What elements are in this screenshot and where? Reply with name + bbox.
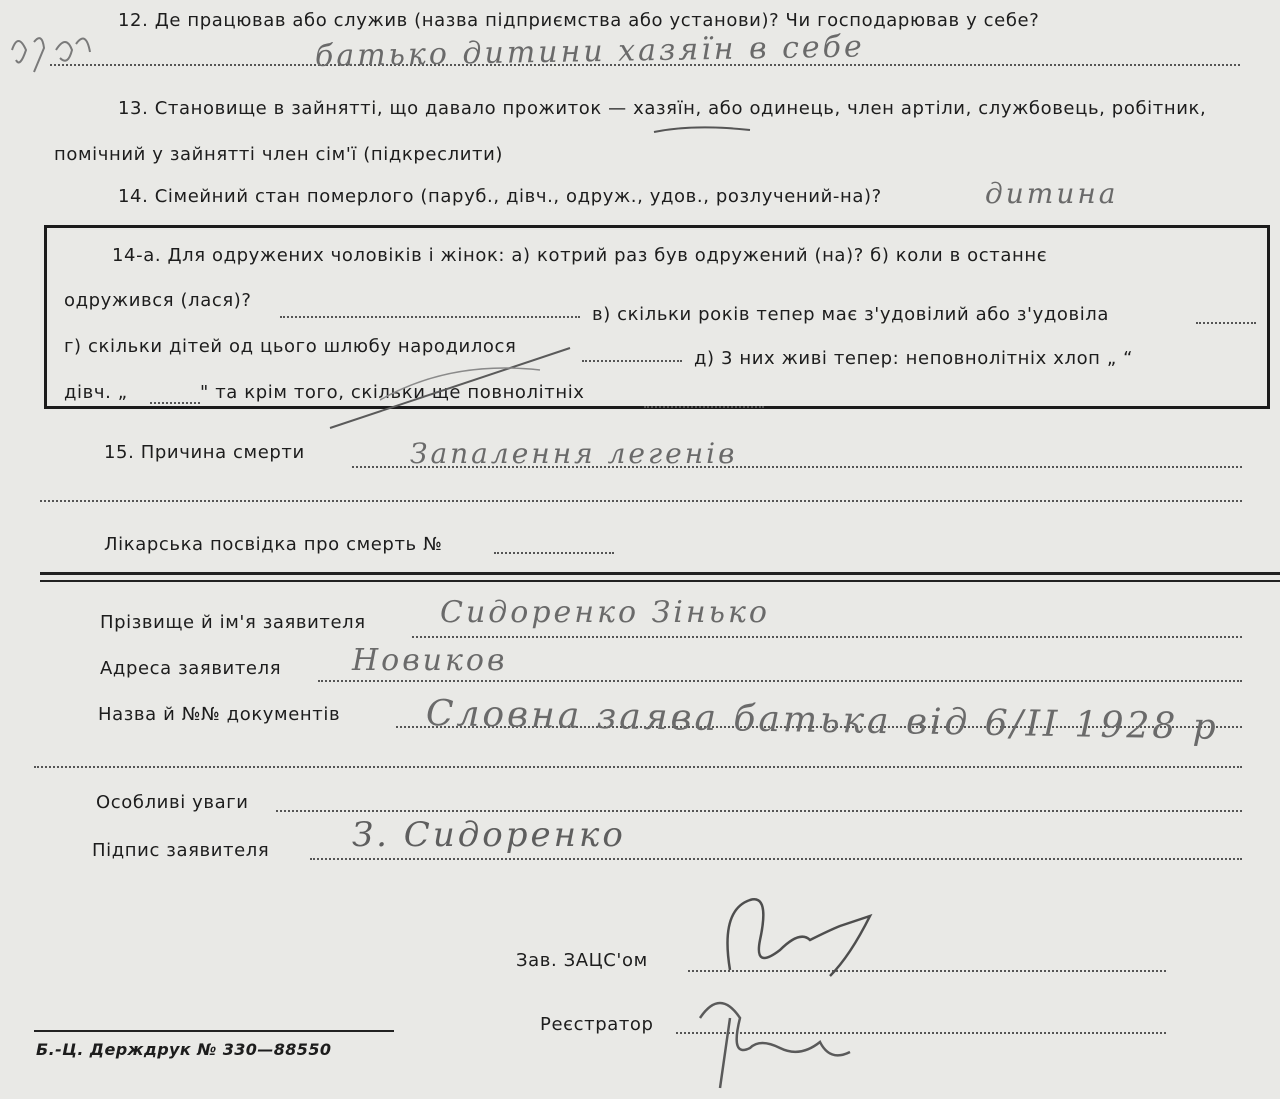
question-13-line1: 13. Становище в зайнятті, що давало прожиток — хазяїн, або одинець, член артіли, службовець, робітник, bbox=[118, 98, 1207, 119]
section-divider-top bbox=[40, 572, 1280, 575]
documents-label: Назва й №№ документів bbox=[98, 704, 341, 725]
question-13-line2: помічний у зайнятті член сім'ї (підкреслити) bbox=[54, 144, 504, 165]
registrar-handwritten-signature bbox=[680, 978, 880, 1098]
q14-answer: дитина bbox=[985, 177, 1119, 210]
hazyain-underline bbox=[650, 122, 760, 138]
registrar-label: Реєстратор bbox=[540, 1014, 654, 1035]
applicant-address-label: Адреса заявителя bbox=[100, 658, 282, 679]
q15-second-line bbox=[40, 500, 1242, 502]
head-of-registry-label: Зав. ЗАЦС'ом bbox=[516, 950, 648, 971]
remarks-line bbox=[276, 810, 1242, 812]
printer-rule bbox=[34, 1030, 394, 1032]
medical-certificate-label: Лікарська посвідка про смерть № bbox=[104, 534, 443, 555]
applicant-name-label: Прізвище й ім'я заявителя bbox=[100, 612, 366, 633]
q14a-line2-dots bbox=[280, 316, 580, 318]
question-14a-line3b: д) 3 них живі тепер: неповнолітніх хлоп „ “ bbox=[694, 348, 1134, 369]
documents-second-line bbox=[34, 766, 1242, 768]
q14a-crossout-stroke bbox=[320, 340, 580, 440]
remarks-label: Особливі уваги bbox=[96, 792, 249, 813]
question-14a-line2a: одружився (лася)? bbox=[64, 290, 252, 311]
applicant-address-value: Новиков bbox=[352, 643, 508, 678]
q14a-line4-end-dots bbox=[644, 406, 764, 408]
applicant-address-line bbox=[318, 680, 1242, 682]
printer-imprint: Б.-Ц. Держдрук № 330—88550 bbox=[36, 1040, 332, 1059]
q14a-line4-dots bbox=[150, 402, 200, 404]
head-handwritten-signature bbox=[700, 880, 900, 980]
question-12: 12. Де працював або служив (назва підприємства або установи)? Чи господарював у себе? bbox=[118, 10, 1040, 31]
q14a-line2-end-dots bbox=[1196, 322, 1256, 324]
signature-label: Підпис заявителя bbox=[92, 840, 270, 861]
question-14a-line4a: дівч. „ bbox=[64, 382, 128, 403]
question-14: 14. Сімейний стан померлого (паруб., дівч., одруж., удов., розлучений-на)? bbox=[118, 186, 882, 207]
section-divider-bottom bbox=[40, 580, 1280, 582]
applicant-name-value: Сидоренко Зінько bbox=[440, 595, 770, 630]
question-14a-line4b: " та крім того, скільки ще повнолітніх bbox=[200, 382, 585, 403]
question-14a-line2b: в) скільки років тепер має з'удовілий або з'удовіла bbox=[592, 304, 1110, 325]
q12-answer: батько дитини хазяїн в себе bbox=[314, 29, 865, 74]
signature-line bbox=[310, 858, 1242, 860]
signature-value: З. Сидоренко bbox=[352, 815, 626, 855]
question-14a-line3a: г) скільки дітей од цього шлюбу народилося bbox=[64, 336, 517, 357]
applicant-name-line bbox=[412, 636, 1242, 638]
question-15: 15. Причина смерти bbox=[104, 442, 305, 463]
question-14a-line1: 14-а. Для одружених чоловіків і жінок: а) котрий раз був одружений (на)? б) коли в останнє bbox=[112, 245, 1048, 266]
margin-handwritten-mark bbox=[0, 20, 110, 100]
documents-value: Словна заява батька від 6/ІІ 1928 р bbox=[425, 693, 1220, 748]
q14a-line3-dots bbox=[582, 360, 682, 362]
medical-certificate-line bbox=[494, 552, 614, 554]
q15-answer: Запалення легенів bbox=[410, 437, 738, 470]
